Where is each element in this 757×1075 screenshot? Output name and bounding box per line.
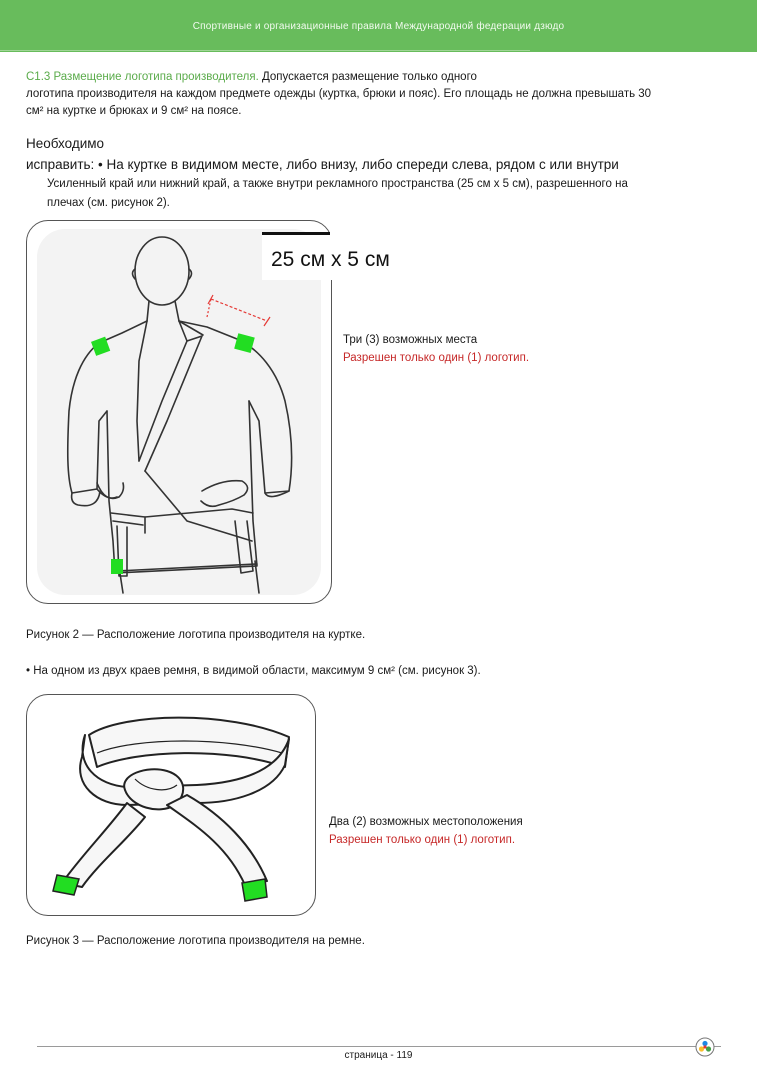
- ijf-logo-icon: [695, 1037, 715, 1057]
- fix-detail-line1: Усиленный край или нижний край, а также внутри рекламного пространства (25 см x 5 см), разрешенного на: [47, 178, 628, 190]
- section-intro-line3: см² на куртке и брюках и 9 см² на поясе.: [26, 105, 242, 117]
- fig3-caption: Рисунок 3 — Расположение логотипа производителя на ремне.: [26, 935, 365, 947]
- fig2-note-red: Разрешен только один (1) логотип.: [343, 352, 530, 364]
- footer-divider: [37, 1046, 721, 1047]
- dimension-label-bar: [262, 232, 330, 235]
- section-intro-line1: [26, 68, 477, 86]
- page-number: страница - 119: [344, 1050, 413, 1061]
- belt-bullet: • На одном из двух краев ремня, в видимой области, максимум 9 см² (см. рисунок 3).: [26, 665, 481, 677]
- fig3-note: Два (2) возможных местоположения: [329, 816, 523, 828]
- belt-figure-frame: [26, 694, 316, 916]
- page-header: [0, 0, 757, 52]
- belt-illustration: [27, 695, 315, 915]
- logo-zone-belt-left: [53, 875, 79, 895]
- fig2-note: Три (3) возможных места: [343, 334, 478, 346]
- fig3-note-red: Разрешен только один (1) логотип.: [329, 834, 516, 846]
- fix-label-line1: Необходимо: [26, 136, 105, 151]
- fig2-caption: Рисунок 2 — Расположение логотипа производителя на куртке.: [26, 629, 366, 641]
- header-divider: [0, 50, 530, 51]
- section-intro-line2: логотипа производителя на каждом предмете одежды (куртка, брюки и пояс). Его площадь не должна превышать 30: [26, 88, 652, 100]
- logo-zone-belt-right: [242, 879, 267, 901]
- dimension-label: 25 см x 5 см: [271, 248, 390, 271]
- logo-zone-bottom: [111, 559, 123, 574]
- fix-detail-line2: плечах (см. рисунок 2).: [47, 197, 170, 209]
- header-title: Спортивные и организационные правила Международной федерации дзюдо: [192, 21, 565, 32]
- fix-label-line2: исправить: • На куртке в видимом месте, либо внизу, либо спереди слева, рядом с или внутри: [26, 157, 619, 172]
- section-intro-rest: Допускается размещение только одного: [258, 71, 477, 83]
- section-number-title: C1.3 Размещение логотипа производителя.: [26, 71, 259, 83]
